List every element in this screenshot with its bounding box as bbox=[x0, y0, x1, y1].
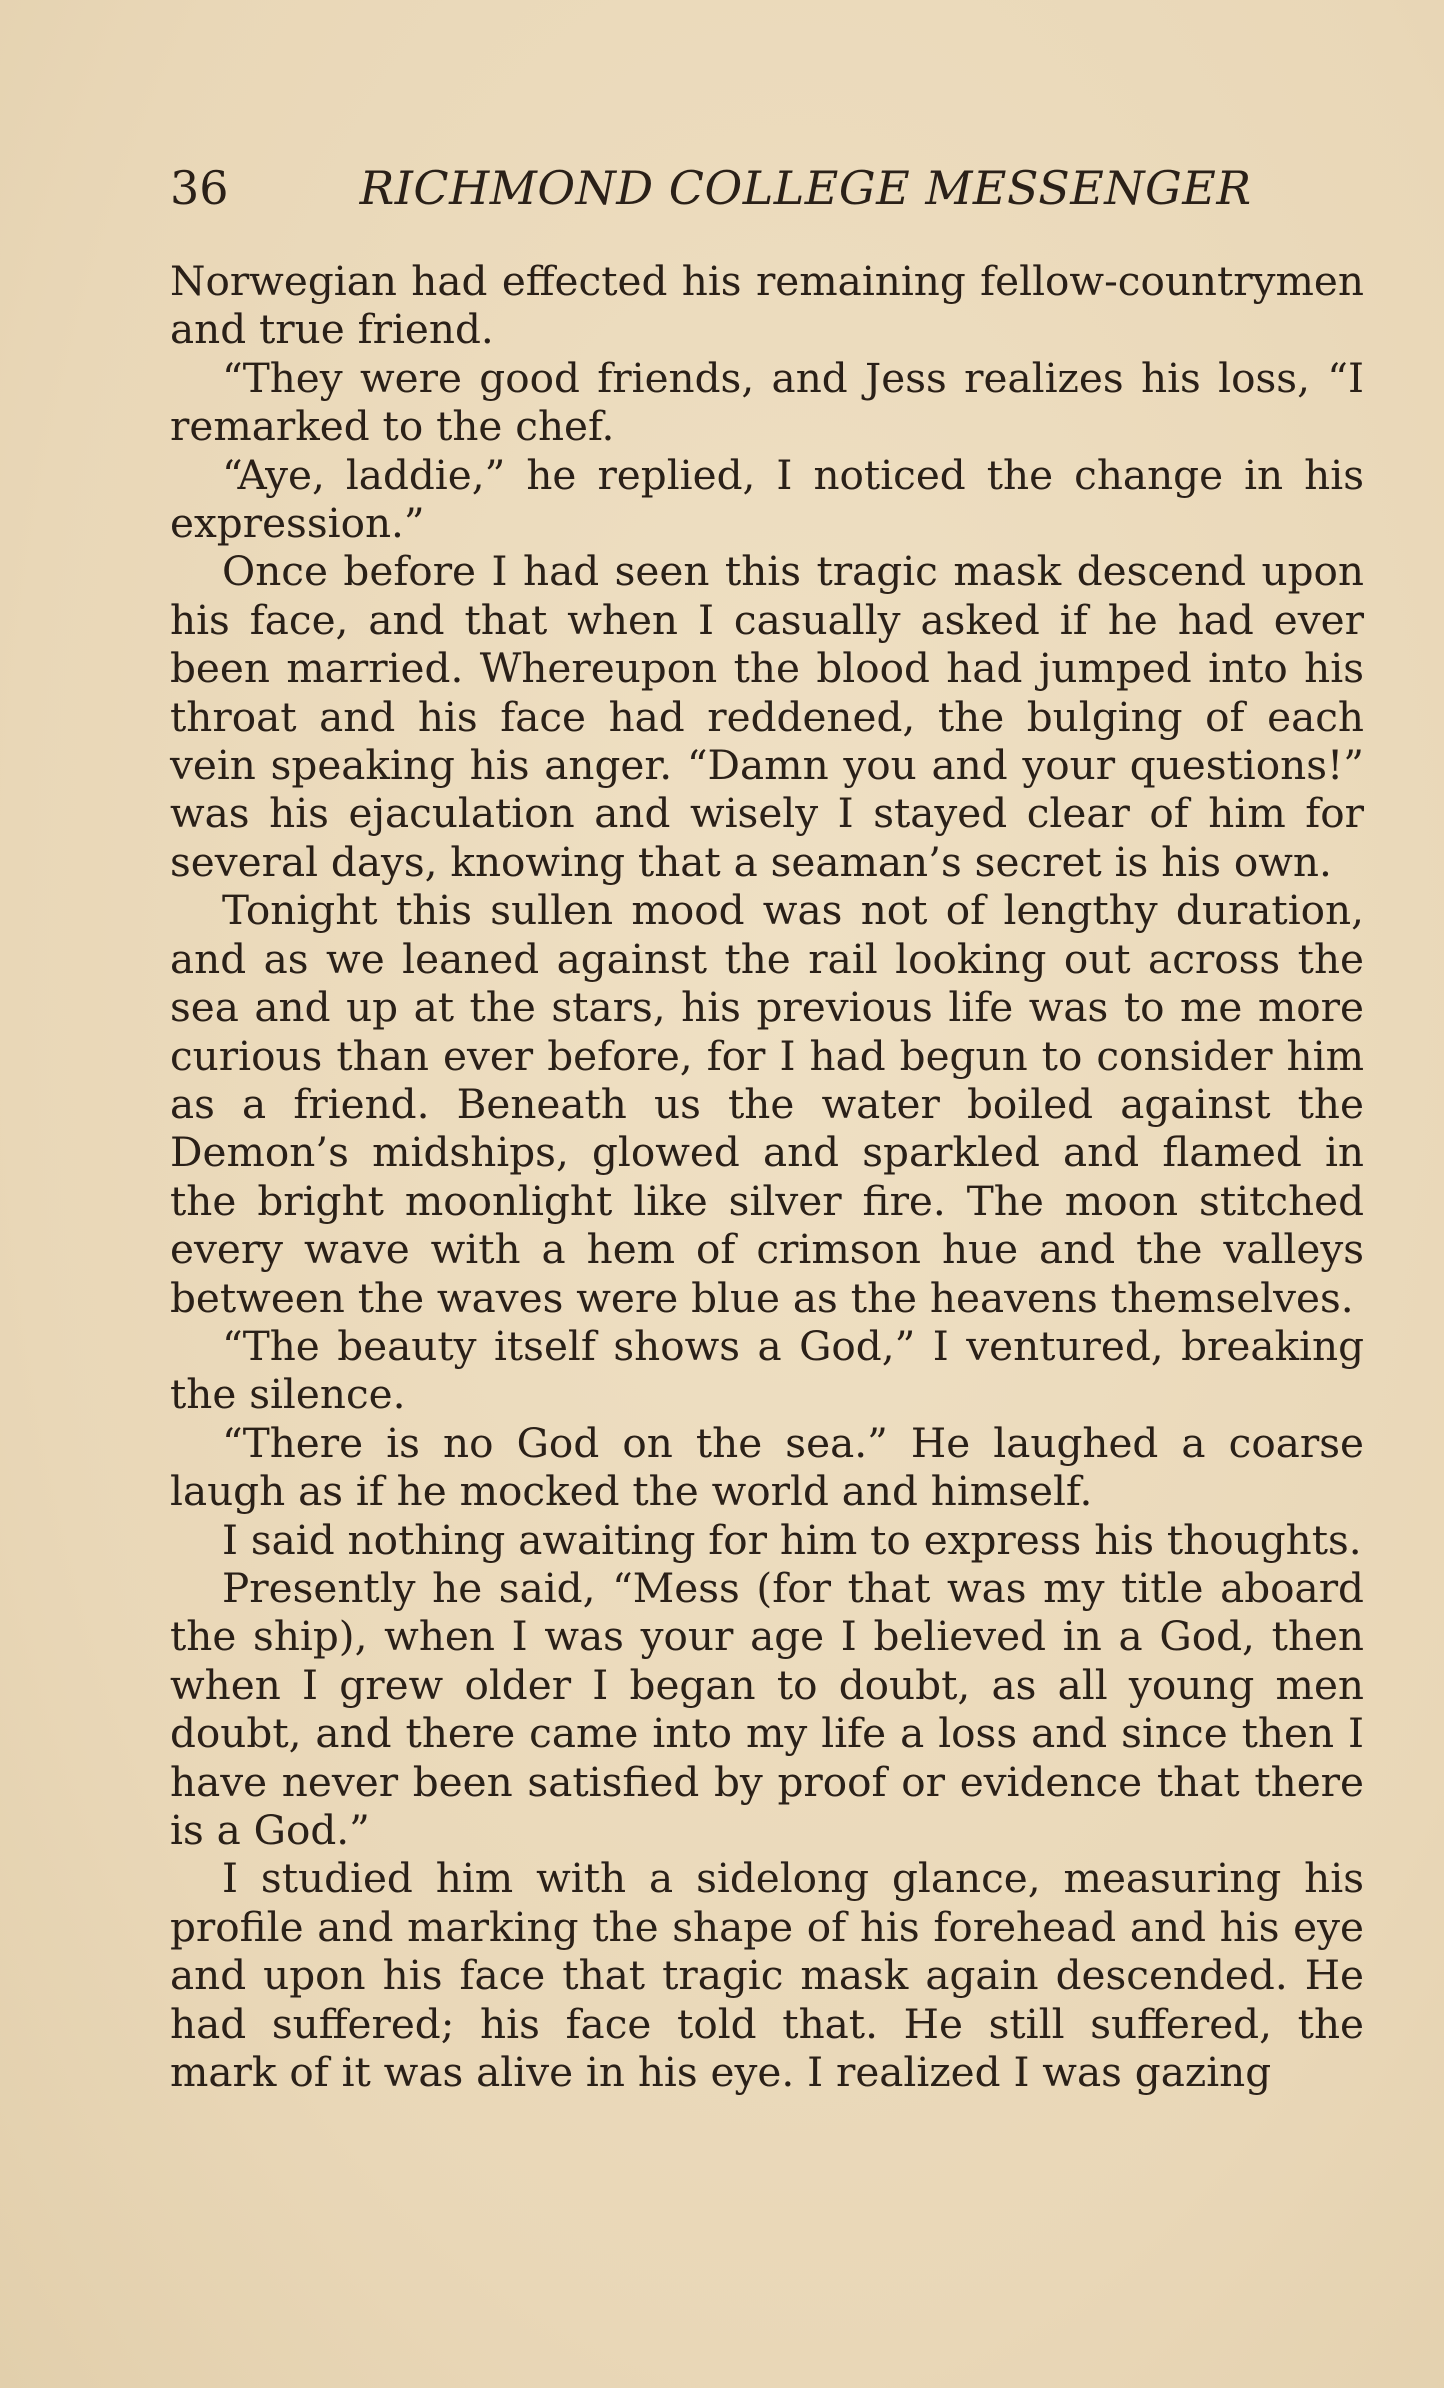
paragraph: I studied him with a sidelong glance, measuring his profile and marking the shape of his forehead and his eye and upon his face that tragic mask again descended. He had suffered; his face told that. He still suffered, the mark of it was alive in his eye. I realized I was gazing bbox=[170, 1854, 1364, 2097]
paragraph: Once before I had seen this tragic mask descend upon his face, and that when I casually asked if he had ever been married. Whereupon the blood had jumped into his throat and his face had reddened, the bulging of each vein speaking his anger. “Damn you and your questions!” was his ejaculation and wisely I stayed clear of him for several days, knowing that a seaman’s secret is his own. bbox=[170, 547, 1364, 886]
paragraph: “There is no God on the sea.” He laughed a coarse laugh as if he mocked the world and himself. bbox=[170, 1418, 1364, 1516]
paragraph: “The beauty itself shows a God,” I ventured, breaking the silence. bbox=[170, 1321, 1364, 1419]
paragraph: “Aye, laddie,” he replied, I noticed the change in his expression.” bbox=[170, 450, 1364, 548]
page-header bbox=[170, 158, 1370, 218]
page-number: 36 bbox=[170, 161, 229, 215]
paragraph: I said nothing awaiting for him to express his thoughts. bbox=[222, 1515, 1362, 1564]
paragraph: Tonight this sullen mood was not of lengthy duration, and as we leaned against the rail looking out across the sea and up at the stars, his previous life was to me more curious than ever before, for I had begun to consider him as a friend. Beneath us the water boiled against the Demon’s midships, glowed and sparkled and flamed in the bright moonlight like silver fire. The moon stitched every wave with a hem of crimson hue and the valleys between the waves were blue as the heavens themselves. bbox=[170, 886, 1364, 1322]
body-text bbox=[170, 257, 1364, 2096]
paragraph: Presently he said, “Mess (for that was my title aboard the ship), when I was your age I believed in a God, then when I grew older I began to doubt, as all young men doubt, and there came into my life a loss and since then I have never been satisfied by proof or evidence that there is a God.” bbox=[170, 1563, 1364, 1854]
running-title: RICHMOND COLLEGE MESSENGER bbox=[359, 161, 1252, 215]
paragraph: Norwegian had effected his remaining fellow-countrymen and true friend. bbox=[170, 257, 1364, 354]
paragraph: “They were good friends, and Jess realizes his loss, “I remarked to the chef. bbox=[170, 353, 1364, 451]
